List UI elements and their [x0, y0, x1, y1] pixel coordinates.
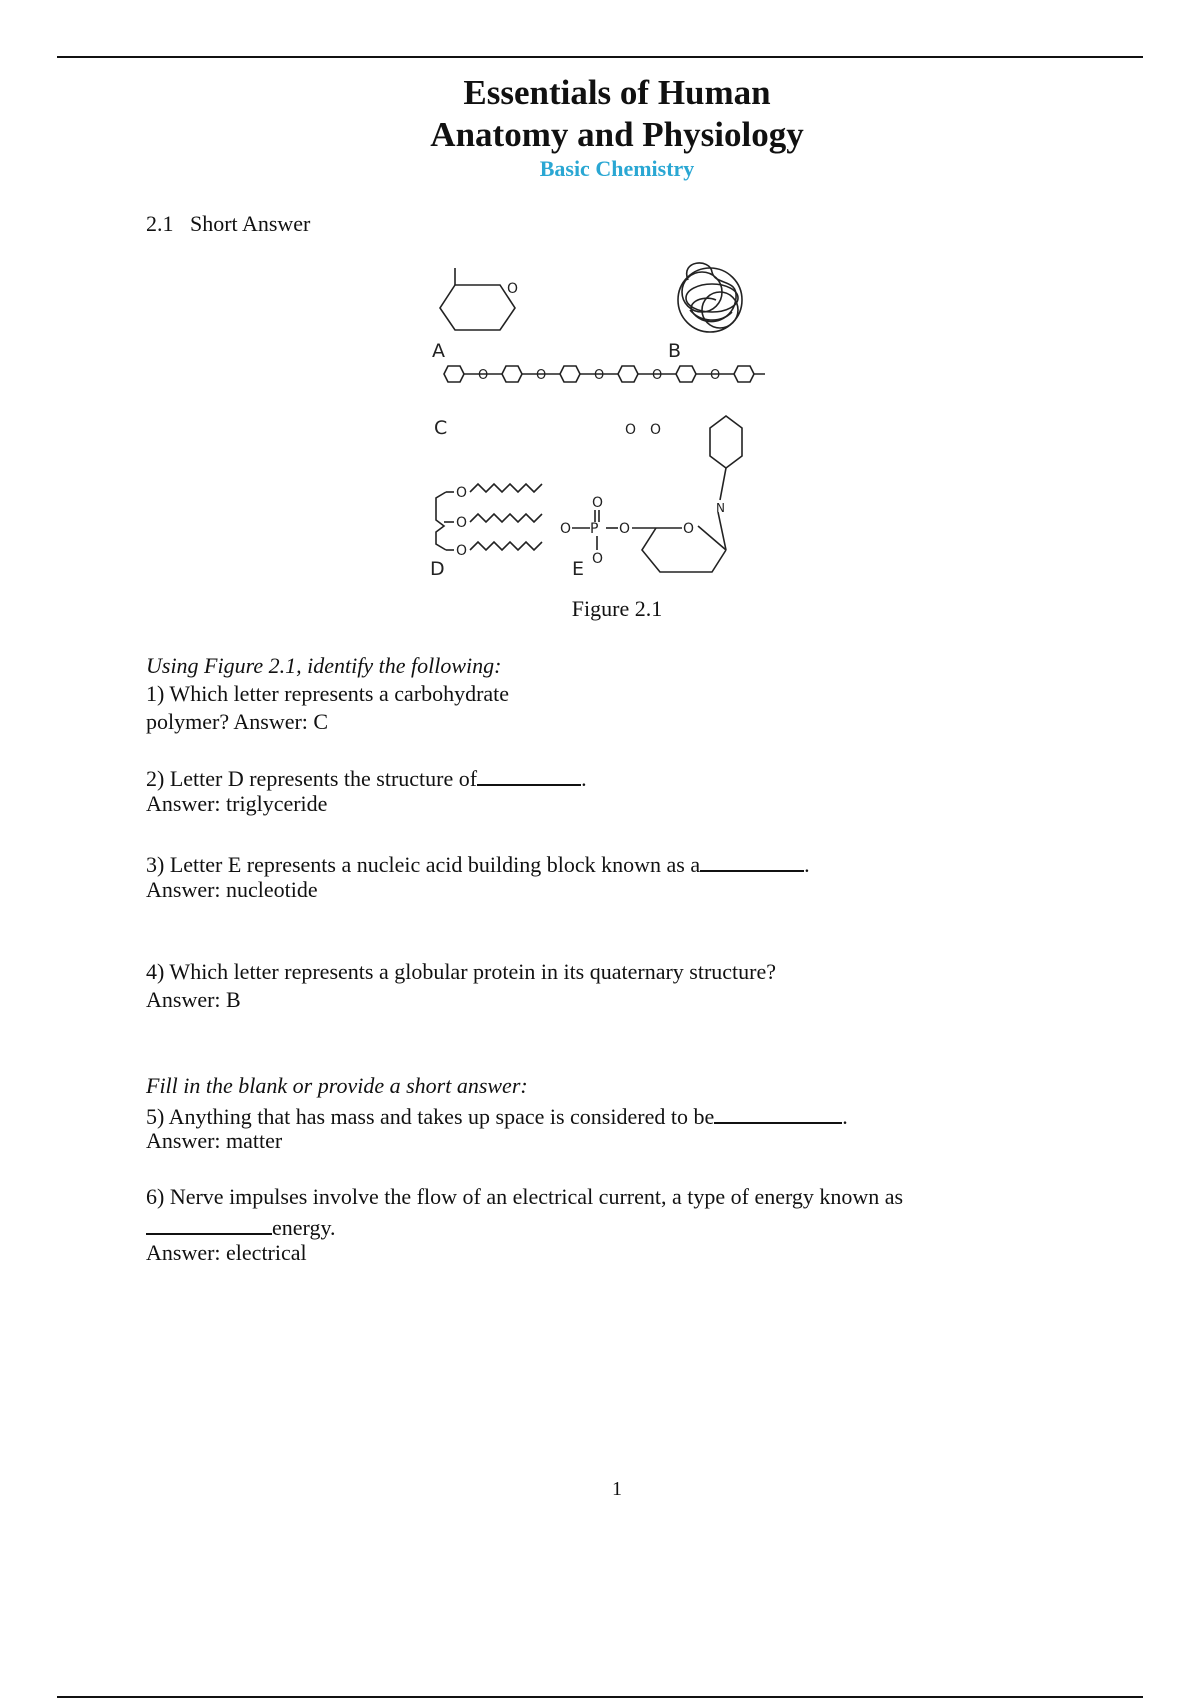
- e-phosphorus: P: [590, 521, 599, 537]
- question-2-blank: [477, 762, 581, 786]
- question-2: [146, 762, 587, 793]
- figure-caption: Figure 2.1: [571, 596, 663, 621]
- question-1-line-1: 1) Which letter represents a carbohydrate: [146, 681, 510, 706]
- section-heading: [146, 210, 310, 238]
- d-oxygen-3: O: [456, 543, 468, 559]
- label-c: C: [434, 417, 448, 439]
- question-1-line-2: polymer? Answer: C: [146, 709, 329, 734]
- question-6-blank: [146, 1211, 272, 1235]
- section-number: 2.1: [146, 211, 174, 236]
- question-3-answer: Answer: nucleotide: [146, 877, 318, 902]
- question-6-suffix: energy.: [272, 1215, 336, 1240]
- c-oxygen-7: O: [650, 422, 662, 438]
- label-e: E: [572, 558, 585, 580]
- top-rule: [57, 56, 1143, 58]
- question-2-text: 2) Letter D represents the structure of: [146, 766, 478, 791]
- c-oxygen-6: O: [625, 422, 637, 438]
- structure-d-triglyceride: [430, 484, 542, 580]
- question-2-suffix: .: [581, 766, 587, 791]
- e-ring-oxygen: O: [683, 521, 695, 537]
- part2-instruction: Fill in the blank or provide a short answer:: [146, 1073, 528, 1098]
- document-subtitle: Basic Chemistry: [539, 156, 695, 181]
- e-oxygen-top: O: [592, 495, 604, 511]
- label-b: B: [668, 340, 682, 362]
- question-5-suffix: .: [842, 1104, 848, 1129]
- question-3-blank: [700, 848, 804, 872]
- c-oxygen-4: O: [652, 368, 663, 383]
- e-oxygen-left: O: [560, 521, 572, 537]
- c-oxygen-3: O: [594, 368, 605, 383]
- bottom-rule: [57, 1696, 1143, 1698]
- question-3-suffix: .: [804, 852, 810, 877]
- c-oxygen-2: O: [536, 368, 547, 383]
- part1-instruction: Using Figure 2.1, identify the following:: [146, 653, 502, 678]
- question-4-answer: Answer: B: [146, 987, 241, 1012]
- question-4: 4) Which letter represents a globular protein in its quaternary structure?: [146, 959, 777, 984]
- question-6-line-1: 6) Nerve impulses involve the flow of an electrical current, a type of energy known as: [146, 1184, 904, 1209]
- question-3: [146, 848, 810, 879]
- d-oxygen-2: O: [456, 515, 468, 531]
- section-title: Short Answer: [190, 211, 311, 236]
- e-oxygen-bottom: O: [592, 551, 604, 567]
- question-5-answer: Answer: matter: [146, 1128, 283, 1153]
- structure-a-monosaccharide: [432, 268, 518, 362]
- question-6-line-2: [146, 1211, 336, 1242]
- structure-c-polysaccharide: [434, 366, 765, 439]
- document-title-line-2: Anatomy and Physiology: [430, 115, 804, 154]
- question-2-answer: Answer: triglyceride: [146, 791, 328, 816]
- e-oxygen-right: O: [619, 521, 631, 537]
- d-oxygen-1: O: [456, 485, 468, 501]
- question-5-text: 5) Anything that has mass and takes up space is considered to be: [146, 1104, 715, 1129]
- document-title-line-1: Essentials of Human: [463, 73, 771, 112]
- page-number: 1: [612, 1478, 622, 1500]
- question-5-blank: [714, 1100, 842, 1124]
- label-a: A: [432, 340, 445, 362]
- structure-e-nucleotide: [560, 416, 742, 580]
- e-nitrogen: N: [716, 501, 725, 515]
- label-d: D: [430, 558, 445, 580]
- c-oxygen-1: O: [478, 368, 489, 383]
- a-oxygen: O: [507, 281, 519, 297]
- structure-b-globular-protein: [668, 263, 742, 362]
- c-oxygen-5: O: [710, 368, 721, 383]
- question-6-answer: Answer: electrical: [146, 1240, 307, 1265]
- question-3-text: 3) Letter E represents a nucleic acid building block known as a: [146, 852, 701, 877]
- figure-2-1: [420, 250, 820, 580]
